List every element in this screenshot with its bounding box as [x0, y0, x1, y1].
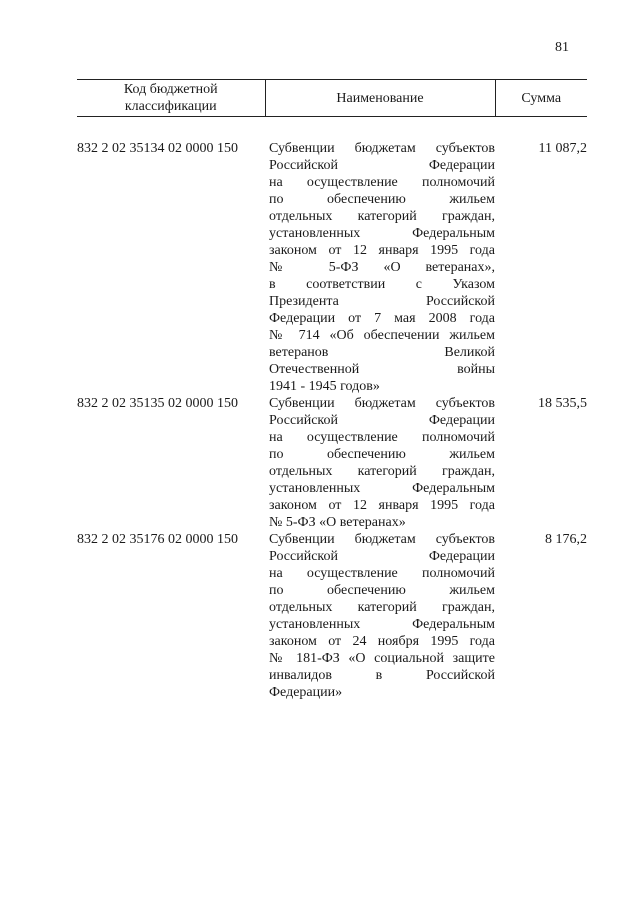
item-name [265, 395, 495, 531]
amount: 8 176,2 [545, 532, 587, 547]
item-name-line: ветеранов Великой [269, 345, 495, 360]
item-name-line: Федерации от 7 мая 2008 года [269, 311, 495, 326]
header-spacer [77, 117, 587, 141]
table-row [77, 531, 587, 701]
table-row [77, 140, 587, 395]
item-name-line: отдельных категорий граждан, [269, 209, 495, 224]
item-name-line: № 714 «Об обеспечении жильем [269, 328, 495, 343]
item-name-line: 1941 - 1945 годов» [269, 379, 380, 394]
amount: 18 535,5 [538, 396, 587, 411]
item-name-line: по обеспечению жильем [269, 192, 495, 207]
item-name-line: Российской Федерации [269, 158, 495, 173]
budget-code: 832 2 02 35176 02 0000 150 [77, 532, 238, 547]
budget-code: 832 2 02 35134 02 0000 150 [77, 141, 238, 156]
item-name-line: Федерации» [269, 685, 343, 700]
item-name-line: Субвенции бюджетам субъектов [269, 532, 495, 547]
item-name [265, 531, 495, 701]
header-sum: Сумма [495, 80, 587, 117]
item-name-line: Отечественной войны [269, 362, 495, 377]
item-name-line: на осуществление полномочий [269, 175, 495, 190]
item-name-line: № 5-ФЗ «О ветеранах», [269, 260, 495, 275]
item-name-line: по обеспечению жильем [269, 583, 495, 598]
item-name-line: в соответствии с Указом [269, 277, 495, 292]
item-name-line: Субвенции бюджетам субъектов [269, 396, 495, 411]
item-name-line: Президента Российской [269, 294, 495, 309]
item-name-line: установленных Федеральным [269, 226, 495, 241]
item-name-line: инвалидов в Российской [269, 668, 495, 683]
item-name-line: установленных Федеральным [269, 617, 495, 632]
header-name: Наименование [265, 80, 495, 117]
table-body [77, 117, 587, 702]
item-name-line: Российской Федерации [269, 413, 495, 428]
item-name [265, 140, 495, 395]
item-name-line: по обеспечению жильем [269, 447, 495, 462]
table-row [77, 395, 587, 531]
header-code: Код бюджетной классификации [77, 80, 265, 117]
amount: 11 087,2 [538, 141, 587, 156]
item-name-line: Субвенции бюджетам субъектов [269, 141, 495, 156]
page-number: 81 [555, 40, 569, 55]
budget-code: 832 2 02 35135 02 0000 150 [77, 396, 238, 411]
item-name-line: отдельных категорий граждан, [269, 600, 495, 615]
item-name-line: на осуществление полномочий [269, 430, 495, 445]
item-name-line: Российской Федерации [269, 549, 495, 564]
item-name-line: законом от 12 января 1995 года [269, 498, 495, 513]
item-name-line: законом от 24 ноября 1995 года [269, 634, 495, 649]
item-name-line: № 5-ФЗ «О ветеранах» [269, 515, 406, 530]
item-name-line: № 181-ФЗ «О социальной защите [269, 651, 495, 666]
item-name-line: на осуществление полномочий [269, 566, 495, 581]
budget-table [77, 79, 587, 701]
table-header [77, 80, 587, 117]
item-name-line: законом от 12 января 1995 года [269, 243, 495, 258]
item-name-line: отдельных категорий граждан, [269, 464, 495, 479]
item-name-line: установленных Федеральным [269, 481, 495, 496]
